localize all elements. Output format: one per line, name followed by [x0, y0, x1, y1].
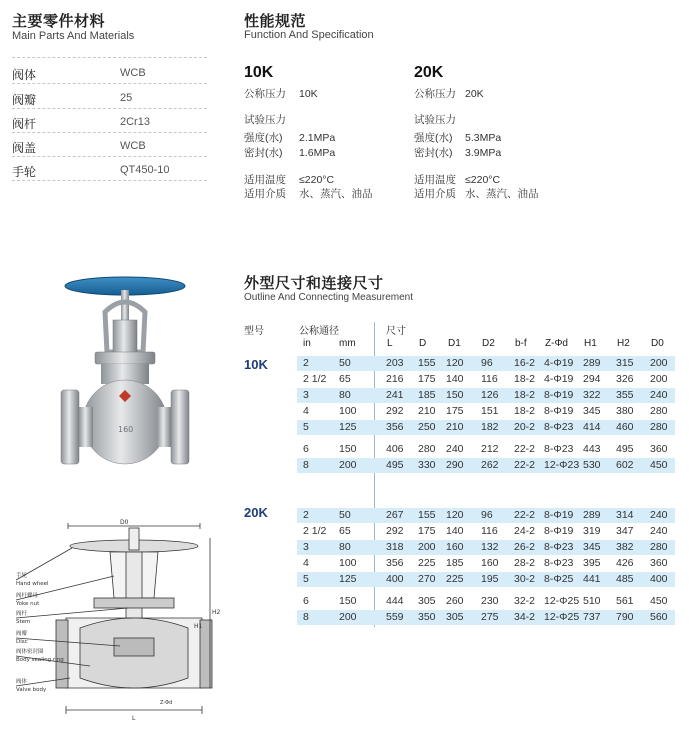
header-col: L [387, 338, 393, 349]
table-cell: 289 [583, 509, 601, 521]
spec-label: 强度(水) [414, 132, 453, 144]
table-cell: 126 [481, 389, 499, 401]
spec-value: 10K [299, 88, 318, 100]
spec-label: 适用温度 [244, 174, 286, 186]
table-cell: 240 [446, 443, 464, 455]
table-cell: 441 [583, 573, 601, 585]
table-cell: 150 [339, 595, 357, 607]
dimensions-title-en: Outline And Connecting Measurement [244, 292, 413, 303]
table-cell: 230 [481, 595, 499, 607]
header-col: D2 [482, 338, 495, 349]
spec-value: 1.6MPa [299, 147, 336, 159]
spec-value: 水、蒸汽、油品 [465, 188, 539, 200]
table-cell: 2 [303, 509, 309, 521]
table-cell: 20-2 [514, 421, 536, 433]
part-label-cn: 手轮 [16, 573, 28, 579]
table-cell: 18-2 [514, 405, 536, 417]
table-cell: 120 [446, 357, 464, 369]
table-cell: 151 [481, 405, 499, 417]
material-name: 阀盖 [12, 141, 37, 155]
table-row [297, 572, 675, 587]
material-value: 2Cr13 [120, 116, 150, 128]
table-cell: 120 [446, 509, 464, 521]
header-col: D0 [651, 338, 664, 349]
table-row [297, 556, 675, 571]
table-cell: 382 [616, 541, 634, 553]
material-value: 25 [120, 92, 133, 104]
part-label-cn: 阀瓣 [16, 631, 28, 637]
table-cell: 100 [339, 557, 357, 569]
table-cell: 326 [616, 373, 634, 385]
table-cell: 200 [339, 611, 357, 623]
header-col: H1 [584, 338, 597, 349]
table-cell: 65 [339, 373, 351, 385]
table-cell: 65 [339, 525, 351, 537]
table-cell: 2 1/2 [303, 373, 327, 385]
table-cell: 3 [303, 541, 309, 553]
part-label-cn: 阀杆螺母 [16, 593, 39, 599]
table-cell: 175 [418, 373, 436, 385]
spec-title-en: Function And Specification [244, 29, 374, 41]
table-cell: 96 [481, 509, 493, 521]
table-cell: 155 [418, 509, 436, 521]
table-cell: 319 [583, 525, 601, 537]
table-cell: 125 [339, 573, 357, 585]
table-cell: 4-Φ19 [544, 373, 574, 385]
part-label-en: Hand wheel [16, 581, 49, 587]
header-col: D [419, 338, 427, 349]
table-cell: 2 1/2 [303, 525, 327, 537]
table-cell: 400 [386, 573, 404, 585]
table-cell: 182 [481, 421, 499, 433]
table-cell: 8-Φ19 [544, 525, 574, 537]
table-cell: 8-Φ23 [544, 443, 574, 455]
table-cell: 345 [583, 405, 601, 417]
table-cell: 292 [386, 525, 404, 537]
table-cell: 200 [650, 357, 668, 369]
spec-label: 密封(水) [244, 147, 283, 159]
table-row [297, 442, 675, 457]
svg-text:160: 160 [118, 425, 134, 434]
table-cell: 495 [386, 459, 404, 471]
table-cell: 322 [583, 389, 601, 401]
spec-value: 水、蒸汽、油品 [299, 188, 373, 200]
table-row [297, 356, 675, 371]
spec-value: ≤220°C [465, 174, 501, 186]
table-cell: 132 [481, 541, 499, 553]
table-cell: 444 [386, 595, 404, 607]
dim-d0-label: D0 [120, 519, 129, 526]
table-cell: 314 [616, 509, 634, 521]
table-cell: 155 [418, 357, 436, 369]
table-cell: 8-Φ25 [544, 573, 574, 585]
table-cell: 315 [616, 357, 634, 369]
table-cell: 400 [650, 573, 668, 585]
table-cell: 225 [446, 573, 464, 585]
header-col: H2 [617, 338, 630, 349]
table-cell: 280 [650, 541, 668, 553]
table-cell: 22-2 [514, 443, 536, 455]
part-label-en: Valve body [16, 687, 47, 693]
spec-label: 试验压力 [414, 114, 456, 126]
table-cell: 360 [650, 557, 668, 569]
material-name: 阀瓣 [12, 93, 37, 107]
table-cell: 140 [446, 373, 464, 385]
table-cell: 140 [446, 525, 464, 537]
spec-title-cn: 性能规范 [244, 13, 307, 30]
material-name: 手轮 [12, 165, 37, 179]
table-cell: 185 [418, 389, 436, 401]
spec-label: 密封(水) [414, 147, 453, 159]
table-cell: 12-Φ23 [544, 459, 580, 471]
dim-zd-label: Z-Φd [160, 700, 173, 706]
table-cell: 195 [481, 573, 499, 585]
table-cell: 16-2 [514, 357, 536, 369]
spec-grade: 10K [244, 64, 274, 81]
table-cell: 80 [339, 541, 351, 553]
table-cell: 216 [386, 373, 404, 385]
header-in: in [303, 338, 311, 349]
table-cell: 292 [386, 405, 404, 417]
table-cell: 22-2 [514, 509, 536, 521]
table-cell: 203 [386, 357, 404, 369]
table-cell: 175 [418, 525, 436, 537]
table-cell: 8-Φ23 [544, 541, 574, 553]
table-row [297, 594, 675, 609]
table-cell: 305 [418, 595, 436, 607]
divider [12, 108, 207, 109]
table-cell: 96 [481, 357, 493, 369]
table-cell: 426 [616, 557, 634, 569]
table-cell: 485 [616, 573, 634, 585]
table-cell: 305 [446, 611, 464, 623]
table-cell: 318 [386, 541, 404, 553]
spec-label: 强度(水) [244, 132, 283, 144]
table-cell: 4 [303, 557, 309, 569]
spec-value: 20K [465, 88, 484, 100]
table-cell: 280 [650, 405, 668, 417]
table-cell: 212 [481, 443, 499, 455]
material-name: 阀杆 [12, 117, 37, 131]
spec-value: 2.1MPa [299, 132, 336, 144]
part-label-cn: 阀体 [16, 679, 28, 685]
table-cell: 28-2 [514, 557, 536, 569]
divider [12, 132, 207, 133]
divider [12, 83, 207, 84]
table-cell: 450 [650, 595, 668, 607]
table-cell: 356 [386, 557, 404, 569]
part-label-en: Body sealing ring [16, 657, 64, 663]
table-cell: 790 [616, 611, 634, 623]
table-cell: 12-Φ25 [544, 611, 580, 623]
table-cell: 240 [650, 525, 668, 537]
table-cell: 200 [339, 459, 357, 471]
table-cell: 380 [616, 405, 634, 417]
materials-title-cn: 主要零件材料 [12, 13, 106, 30]
table-cell: 5 [303, 573, 309, 585]
spec-value: ≤220°C [299, 174, 335, 186]
table-cell: 185 [446, 557, 464, 569]
dim-l-label: L [132, 715, 136, 722]
header-dn: 公称通径 [299, 326, 339, 337]
group-grade-20k: 20K [244, 505, 268, 520]
spec-grade: 20K [414, 64, 444, 81]
table-cell: 240 [650, 509, 668, 521]
dim-h1-label: H1 [194, 623, 203, 630]
table-cell: 116 [481, 525, 498, 537]
table-cell: 250 [418, 421, 436, 433]
table-cell: 241 [386, 389, 404, 401]
part-label-cn: 阀体密封圈 [16, 649, 44, 655]
part-label-en: Disc [16, 639, 28, 645]
table-cell: 559 [386, 611, 404, 623]
table-cell: 8-Φ23 [544, 421, 574, 433]
table-cell: 443 [583, 443, 601, 455]
table-cell: 12-Φ25 [544, 595, 580, 607]
header-col: b-f [515, 338, 527, 349]
table-cell: 6 [303, 443, 309, 455]
part-label-cn: 阀杆 [16, 611, 28, 617]
table-cell: 8-Φ19 [544, 389, 574, 401]
header-col: Z-Φd [545, 338, 568, 349]
table-row [297, 372, 675, 387]
table-row [297, 540, 675, 555]
table-cell: 160 [446, 541, 464, 553]
table-cell: 8 [303, 459, 309, 471]
table-cell: 347 [616, 525, 634, 537]
table-cell: 406 [386, 443, 404, 455]
table-cell: 330 [418, 459, 436, 471]
table-cell: 290 [446, 459, 464, 471]
material-value: WCB [120, 140, 146, 152]
table-cell: 18-2 [514, 373, 536, 385]
table-cell: 530 [583, 459, 601, 471]
table-cell: 356 [386, 421, 404, 433]
table-cell: 260 [446, 595, 464, 607]
table-cell: 360 [650, 443, 668, 455]
table-cell: 275 [481, 611, 499, 623]
table-cell: 280 [650, 421, 668, 433]
table-cell: 414 [583, 421, 601, 433]
table-cell: 200 [418, 541, 436, 553]
table-cell: 495 [616, 443, 634, 455]
spec-label: 公称压力 [244, 88, 286, 100]
table-cell: 3 [303, 389, 309, 401]
table-cell: 395 [583, 557, 601, 569]
table-cell: 561 [616, 595, 634, 607]
table-cell: 270 [418, 573, 436, 585]
divider [12, 57, 207, 58]
table-cell: 200 [650, 373, 668, 385]
table-cell: 294 [583, 373, 601, 385]
table-cell: 210 [418, 405, 436, 417]
spec-label: 试验压力 [244, 114, 286, 126]
part-label-en: Stem [16, 619, 31, 625]
spec-label: 适用介质 [244, 188, 286, 200]
group-grade-10k: 10K [244, 357, 268, 372]
divider [12, 156, 207, 157]
header-col: D1 [448, 338, 461, 349]
table-cell: 267 [386, 509, 404, 521]
spec-label: 适用温度 [414, 174, 456, 186]
table-cell: 8-Φ23 [544, 557, 574, 569]
table-cell: 30-2 [514, 573, 536, 585]
spec-label: 适用介质 [414, 188, 456, 200]
table-row [297, 404, 675, 419]
spec-value: 5.3MPa [465, 132, 502, 144]
dimensions-title-cn: 外型尺寸和连接尺寸 [244, 275, 384, 292]
table-cell: 460 [616, 421, 634, 433]
table-cell: 602 [616, 459, 634, 471]
table-cell: 50 [339, 357, 351, 369]
spec-value: 3.9MPa [465, 147, 502, 159]
table-cell: 560 [650, 611, 668, 623]
table-cell: 4 [303, 405, 309, 417]
table-cell: 737 [583, 611, 601, 623]
header-size: 尺寸 [386, 326, 406, 337]
table-cell: 80 [339, 389, 351, 401]
table-cell: 34-2 [514, 611, 536, 623]
header-model: 型号 [244, 326, 264, 337]
table-cell: 4-Φ19 [544, 357, 574, 369]
table-cell: 32-2 [514, 595, 536, 607]
table-cell: 150 [446, 389, 464, 401]
table-cell: 116 [481, 373, 498, 385]
table-cell: 355 [616, 389, 634, 401]
table-cell: 150 [339, 443, 357, 455]
valve-drawing [10, 518, 221, 723]
table-cell: 262 [481, 459, 499, 471]
table-cell: 26-2 [514, 541, 536, 553]
divider [12, 180, 207, 181]
table-cell: 210 [446, 421, 464, 433]
table-cell: 8 [303, 611, 309, 623]
table-cell: 2 [303, 357, 309, 369]
table-cell: 8-Φ19 [544, 509, 574, 521]
table-cell: 350 [418, 611, 436, 623]
material-value: QT450-10 [120, 164, 170, 176]
table-cell: 160 [481, 557, 499, 569]
table-cell: 280 [418, 443, 436, 455]
material-value: WCB [120, 67, 146, 79]
materials-title-en: Main Parts And Materials [12, 30, 135, 42]
table-cell: 225 [418, 557, 436, 569]
spec-label: 公称压力 [414, 88, 456, 100]
table-row [297, 524, 675, 539]
table-cell: 18-2 [514, 389, 536, 401]
table-cell: 240 [650, 389, 668, 401]
table-cell: 5 [303, 421, 309, 433]
table-cell: 24-2 [514, 525, 536, 537]
material-name: 阀体 [12, 68, 37, 82]
dim-h2-label: H2 [212, 609, 221, 616]
table-row [297, 420, 675, 435]
part-label-en: Yoke nut [16, 601, 40, 607]
table-row [297, 610, 675, 625]
table-cell: 8-Φ19 [544, 405, 574, 417]
table-cell: 125 [339, 421, 357, 433]
valve-photo [55, 272, 195, 492]
table-cell: 50 [339, 509, 351, 521]
table-row [297, 458, 675, 473]
table-cell: 22-2 [514, 459, 536, 471]
table-cell: 345 [583, 541, 601, 553]
table-cell: 289 [583, 357, 601, 369]
header-mm: mm [339, 338, 356, 349]
table-cell: 510 [583, 595, 601, 607]
table-row [297, 388, 675, 403]
table-row [297, 508, 675, 523]
table-cell: 450 [650, 459, 668, 471]
table-cell: 100 [339, 405, 357, 417]
table-cell: 6 [303, 595, 309, 607]
table-cell: 175 [446, 405, 464, 417]
